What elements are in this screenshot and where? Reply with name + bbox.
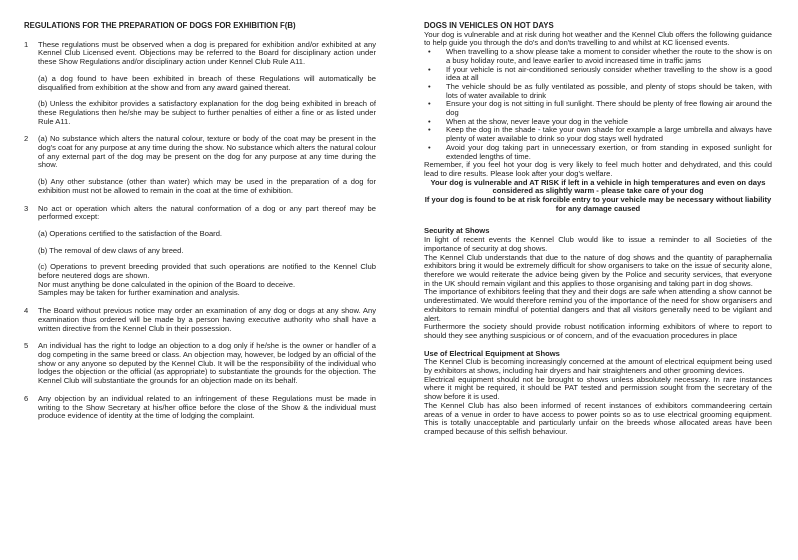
list-item: • Keep the dog in the shade - take your own shade for example a large umbrella and always have plenty of water available to drink so your dog stays well hydrated bbox=[424, 126, 772, 143]
electrical-paragraph: The Kennel Club has also been informed of recent instances of exhibitors commandeering certain areas of a venue in order to have access to power points so as to use electrical grooming equipment. This is totally unacceptable and particularly unfair on the breeds whose allocated areas have been cramped because of this selfish behaviour. bbox=[424, 400, 772, 436]
regulation-1 bbox=[24, 41, 376, 127]
list-item: • When at the show, never leave your dog in the vehicle bbox=[424, 118, 772, 127]
regulation-sub: (b) The removal of dew claws of any breed. bbox=[38, 245, 184, 255]
hot-days-reminder: Remember, if you feel hot your dog is very likely to feel much hotter and dehydrated, and this could lead to dire results. Please look after your dog's welfare. bbox=[424, 160, 772, 178]
regulation-text: An individual has the right to lodge an objection to a dog only if he/she is the owner or handler of a dog competing in the same breed or class. An objection may, however, be lodged by an official of the show or any anyone so deputed by the Kennel Club. It will be the responsibility of the individual who lodges the objection or the official (as appropriate) to substantiate the grounds for the objection. The Kennel Club will substantiate the grounds for an objection made on its behalf. bbox=[38, 341, 376, 386]
list-item: • If your vehicle is not air-conditioned seriously consider whether travelling to the show is a good idea at all bbox=[424, 66, 772, 83]
hot-days-liability: If your dog is found to be at risk forcible entry to your vehicle may be necessary without liability for any damage caused bbox=[424, 195, 772, 213]
electrical-title: Use of Electrical Equipment at Shows bbox=[424, 348, 560, 358]
regulation-sub: (b) Unless the exhibitor provides a satisfactory explanation for the dog being exhibited in breach of these Regulations then he/she may be subject to further penalties of either a fine or as listed under Rule A11. bbox=[38, 99, 376, 126]
regulation-number: 6 bbox=[24, 393, 29, 403]
regulation-number: 1 bbox=[24, 39, 29, 49]
regulation-sub: Nor must anything be done calculated in the opinion of the Board to deceive. bbox=[38, 279, 296, 289]
security-paragraph: The importance of exhibitors feeling that they and their dogs are safe when attending a show cannot be underestimated. We would therefore remind you of the importance of the need for show organisers and exhibitors to remain mindful of potential dangers and that all visitors generally need to be vigilant and alert. bbox=[424, 287, 772, 323]
regulation-sub: (a) Operations certified to the satisfaction of the Board. bbox=[38, 228, 223, 238]
electrical-paragraph: Electrical equipment should not be brought to shows unless absolutely necessary. In rare instances where it might be required, it should be PAT tested and permission sought from the secretary of the show before it is used. bbox=[424, 374, 772, 402]
security-paragraph: The Kennel Club understands that due to the nature of dog shows and the quantity of paraphernalia exhibitors bring it would be extremely difficult for show organisers to take on the issue of security alone, therefore we would reiterate the advice being given by the Police and security services, that everyone in the UK should remain vigilant and this applies to those organising and taking part in dog shows. bbox=[424, 252, 772, 288]
regulation-text: These regulations must be observed when a dog is prepared for exhibition and/or exhibited at any Kennel Club Licensed event. Objections may be referred to the Board for disciplinary action under these Show Regulations and/or disciplinary action under Kennel Club Rule A11. bbox=[38, 39, 376, 67]
hot-days-warning: Your dog is vulnerable and AT RISK if left in a vehicle in high temperatures and even on days considered as slightly warm - please take care of your dog bbox=[430, 177, 766, 196]
regulation-number: 4 bbox=[24, 306, 29, 316]
regulation-number: 3 bbox=[24, 203, 29, 213]
hot-days-title: DOGS IN VEHICLES ON HOT DAYS bbox=[424, 21, 554, 30]
regulation-text: The Board without previous notice may order an examination of any dog or dogs at any show. Any examination thus ordered will be made by a person having executive authority who shall have a written directive from the Kennel Club in their possession. bbox=[38, 306, 376, 333]
list-item: • Ensure your dog is not sitting in full sunlight. There should be plenty of free flowing air around the dog bbox=[424, 100, 772, 117]
regulation-sub: Samples may be taken for further examination and analysis. bbox=[38, 288, 240, 298]
regulation-4 bbox=[24, 307, 376, 333]
left-column bbox=[24, 22, 376, 421]
security-paragraph: Furthermore the society should provide robust notification informing exhibitors of where to report to should they see anything suspicious or of concern, and of the evacuation procedures in place bbox=[424, 322, 772, 340]
regulation-number: 2 bbox=[24, 134, 29, 144]
list-item: • The vehicle should be as fully ventilated as possible, and plenty of stops should be taken, with lots of water available to drink bbox=[424, 83, 772, 100]
security-paragraph: In light of recent events the Kennel Club would like to issue a reminder to all Societies of the importance of security at dog shows. bbox=[424, 235, 772, 253]
regulation-3 bbox=[24, 205, 376, 299]
regulation-sub: (c) Operations to prevent breeding provided that such operations are notified to the Kennel Club before neutered dogs are shown. bbox=[38, 262, 376, 281]
regulations-title: REGULATIONS FOR THE PREPARATION OF DOGS FOR EXHIBITION F(B) bbox=[24, 21, 296, 30]
regulation-text: Any objection by an individual related to an infringement of these Regulations must be made in writing to the Show Secretary at his/her office before the close of the Show & the individual must produce evidence of identity at the time of lodging the complaint. bbox=[38, 393, 376, 421]
regulation-2 bbox=[24, 135, 376, 195]
electrical-paragraph: The Kennel Club is becoming increasingly concerned at the amount of electrical equipment being used by exhibitors at shows, including hair dryers and hair straighteners and other grooming devices. bbox=[424, 357, 772, 376]
regulation-6 bbox=[24, 395, 376, 421]
hot-days-list bbox=[424, 48, 772, 161]
right-column bbox=[424, 22, 772, 437]
regulation-sub: (b) Any other substance (other than water) which may be used in the preparation of a dog for exhibition must not be allowed to remain in the coat at the time of exhibition. bbox=[38, 177, 376, 195]
security-title: Security at Shows bbox=[424, 226, 490, 236]
list-item: • Avoid your dog taking part in unnecessary exertion, or from standing in exposed sunlight for extended lengths of time. bbox=[424, 144, 772, 161]
regulation-sub: (a) a dog found to have been exhibited in breach of these Regulations will automatically be disqualified from exhibition at the show and from any award gained thereat. bbox=[38, 73, 376, 92]
regulation-5 bbox=[24, 342, 376, 386]
regulation-text: (a) No substance which alters the natural colour, texture or body of the coat may be present in the dog's coat for any purpose at any time during the show. No substance which alters the natural colour of any external part of the dog may be present on the dog for any purpose at any time during the show. bbox=[38, 134, 376, 170]
regulation-text: No act or operation which alters the natural conformation of a dog or any part thereof may be performed except: bbox=[38, 203, 376, 222]
list-item: • When travelling to a show please take a moment to consider whether the route to the show is on a busy holiday route, and leave earlier to avoid increased time in traffic jams bbox=[424, 48, 772, 65]
regulation-number: 5 bbox=[24, 341, 29, 351]
hot-days-intro: Your dog is vulnerable and at risk during hot weather and the Kennel Club offers the following guidance to help guide you through the do's and don'ts travelling to and whilst at KC licensed events. bbox=[424, 29, 772, 48]
